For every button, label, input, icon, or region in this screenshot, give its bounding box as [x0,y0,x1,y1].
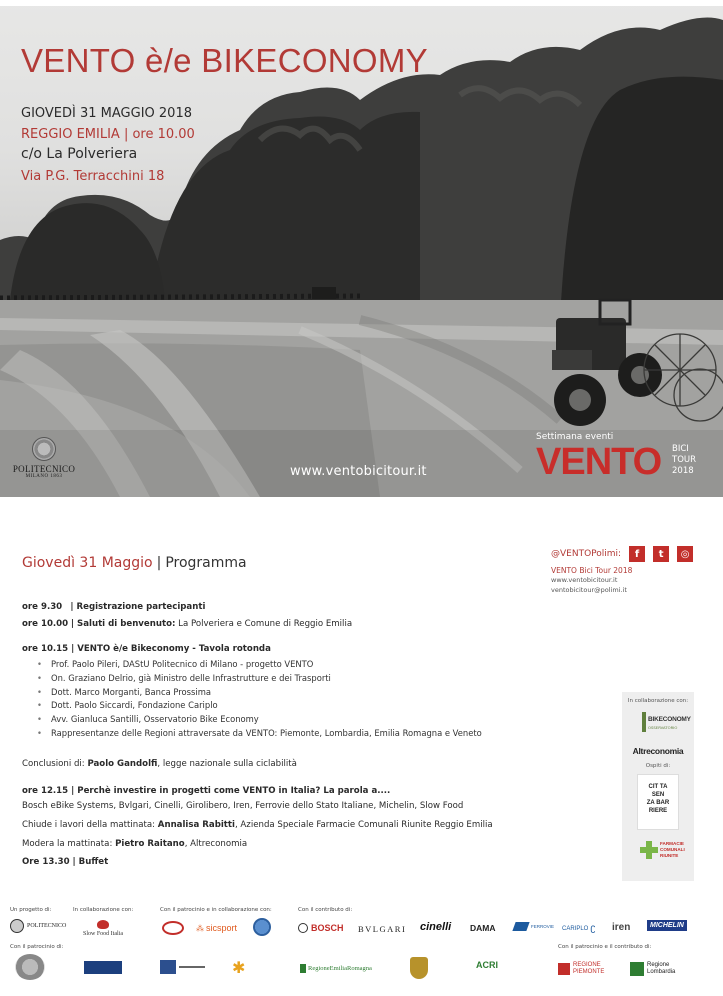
emilia-romagna-logo [300,964,372,973]
brand-tour-line2: TOUR [672,455,697,465]
speaker-item: • Dott. Marco Morganti, Banca Prossima [37,686,482,700]
speakers-list [37,658,482,741]
republic-seal-logo [15,954,45,980]
programme-row-roundtable: ore 10.15 | VENTO è/e Bikeconomy - Tavola rotonda [22,644,271,654]
emilia-romagna-name: RegioneEmiliaRomagna [308,965,372,972]
registration-time: ore 9.30 [22,602,63,612]
speaker-item: • Avv. Gianluca Santilli, Osservatorio Bike Economy [37,713,482,727]
programme-row-closing [22,818,493,832]
conclusions-name: Paolo Gandolfi [87,759,158,769]
politecnico-sponsor-logo [10,919,66,933]
welcome-text: La Polveriera e Comune di Reggio Emilia [178,619,353,629]
speaker-item: • Dott. Paolo Siccardi, Fondazione Cariplo [37,699,482,713]
caption-patronage-contrib: Con il patrocinio e il contributo di: [558,944,652,950]
instagram-icon[interactable]: ◎ [677,546,693,562]
iren-name: iren [612,922,631,933]
event-city-time: REGGIO EMILIA | ore 10.00 [21,127,195,142]
event-date: GIOVEDÌ 31 MAGGIO 2018 [21,106,192,121]
citta-line: CIT TA [648,784,668,790]
city-crest-logo [410,957,428,979]
social-website[interactable]: www.ventobicitour.it [551,576,618,584]
programme-heading [22,555,247,571]
farmacie-comunali-logo [640,840,690,862]
pharmacy-cross-icon [640,841,658,859]
welcome-label: | Saluti di benvenuto: [70,619,176,629]
politecnico-logo [12,437,76,479]
speaker-item: • Prof. Paolo Pileri, DAStU Politecnico di Milano - progetto VENTO [37,658,482,672]
ministry-logo-2 [160,960,205,974]
top-edge [0,0,723,6]
piemonte-name: REGIONE PIEMONTE [573,962,605,975]
bikeconomy-sub: OSSERVATORIO [648,725,678,730]
brand-tour [672,444,696,477]
citta-line: ZA BAR [646,800,670,806]
conclusions-label: Conclusioni di: [22,759,85,769]
globe-sponsor-logo [253,918,271,936]
programme-row-buffet: Ore 13.30 | Buffet [22,857,109,867]
bosch-name: BOSCH [311,923,344,933]
star-icon: ✱ [232,960,246,977]
slow-food-name: Slow Food Italia [83,931,123,937]
regione-lombardia-logo [630,962,675,976]
closing-name: Annalisa Rabitti [157,820,235,830]
iren-logo [612,922,630,933]
politecnico-seal-icon [10,919,24,933]
cariplo-mark-icon: ʗ [590,923,596,934]
patronage-logo-1 [162,921,184,935]
michelin-logo [647,920,687,931]
partners-panel [622,692,694,881]
ministry-logo-1 [84,961,122,974]
programme-title: Programma [165,555,247,571]
programme-row-invest: ore 12.15 | Perchè investire in progetti come VENTO in Italia? La parola a.... [22,786,391,796]
twitter-icon[interactable]: t [653,546,669,562]
politecnico-sponsor-name: POLITECNICO [27,923,67,929]
crest-icon [410,957,428,979]
brand-tour-line1: BICI [672,444,689,454]
programme-row-registration [22,600,205,614]
piemonte-shield-icon [558,963,570,975]
seal-icon [15,954,45,980]
ferrovie-name: FERROVIE [531,924,555,929]
social-handle: @VENTOPolimi: [551,549,622,559]
programme-row-companies: Bosch eBike Systems, Bvlgari, Cinelli, Girolibero, Iren, Ferrovie dello Stato Italiane, Michelin, Slow Food [22,801,464,811]
sicsport-name: sicsport [206,923,238,933]
programme-date: Giovedì 31 Maggio [22,555,153,571]
bulgari-logo [358,924,406,934]
cariplo-name: CARIPLO [562,925,589,932]
emilia-mark-icon [300,964,306,973]
brand-name: VENTO [536,441,662,483]
guests-caption: Ospiti di: [645,763,671,769]
caption-patronage: Con il patrocinio di: [10,944,64,950]
star-logo [232,958,245,978]
closing-label: Chiude i lavori della mattinata: [22,820,156,830]
speaker-item: • On. Graziano Delrio, già Ministro delle Infrastrutture e dei Trasporti [37,672,482,686]
acri-logo [476,960,498,970]
caption-collab: In collaborazione con: [73,907,134,913]
bikeconomy-logo [628,710,691,734]
fs-mark-icon [512,922,529,931]
facebook-icon[interactable]: f [629,546,645,562]
cinelli-name: cinelli [420,921,452,933]
closing-text: , Azienda Speciale Farmacie Comunali Riunite Reggio Emilia [234,820,493,830]
programme-separator: | [156,555,162,571]
sicsport-mark-icon: ⁂ [196,923,204,933]
social-block [551,544,711,595]
caption-project: Un progetto di: [10,907,52,913]
programme-row-moderator [22,837,247,851]
michelin-name: MICHELIN [647,920,687,931]
bulgari-name: BVLGARI [358,924,407,934]
politecnico-name: POLITECNICO [12,464,76,474]
bosch-logo [298,923,344,933]
altreconomia-logo: Altreconomia [632,746,684,756]
programme-row-conclusions [22,757,297,771]
lombardia-line2: Lombardia [647,969,676,975]
bosch-mark-icon [298,923,308,933]
hero-banner [0,0,723,497]
event-venue: c/o La Polveriera [21,146,138,162]
politecnico-subtitle: MILANO 1863 [25,474,63,479]
bikeconomy-name: BIKECONOMY [648,716,691,723]
farmacie-line: FARMACIE [660,841,684,846]
brand-week: Settimana eventi [536,432,614,442]
round-badge-icon [162,921,184,935]
ministry-emblem-icon [160,960,176,974]
social-email[interactable]: ventobicitour@polimi.it [551,586,627,594]
slow-food-logo [83,920,123,937]
politecnico-seal-icon [32,437,56,461]
welcome-time: ore 10.00 [22,619,69,629]
moderator-text: , Altreconomia [184,839,248,849]
programme-row-welcome [22,617,352,631]
regione-piemonte-logo [558,962,617,976]
citta-senza-barriere-logo [637,774,679,830]
brand-year: 2018 [672,466,694,476]
farmacie-line: COMUNALI [660,847,685,852]
snail-icon [97,920,109,929]
acri-name: ACRI [476,960,498,970]
lombardia-line1: Regione [647,962,670,968]
social-tour-name: VENTO Bici Tour 2018 [551,566,633,575]
cariplo-logo [562,923,595,934]
moderator-label: Modera la mattinata: [22,839,113,849]
moderator-name: Pietro Raitano [115,839,185,849]
dama-logo [470,923,496,933]
registration-text: | Registrazione partecipanti [70,602,206,612]
caption-patronage-collab: Con il patrocinio e in collaborazione con: [160,907,272,913]
citta-line: SEN [651,792,665,798]
globe-icon [253,918,271,936]
ferrovie-logo [514,922,554,931]
dama-name: DAMA [470,923,496,933]
event-address: Via P.G. Terracchini 18 [21,169,165,184]
ministry-emblem-icon [84,961,122,974]
vento-bici-tour-logo [536,428,716,490]
farmacie-text [660,841,685,859]
sicsport-logo [196,923,237,933]
bikeconomy-mark-icon [642,712,646,732]
ministry-text-line [179,966,205,968]
caption-contrib: Con il contributo di: [298,907,353,913]
lombardia-rose-icon [630,962,644,976]
citta-line: RIERE [648,808,668,814]
event-title: VENTO è/e BIKECONOMY [21,42,428,79]
speaker-item: • Rappresentanze delle Regioni attraversate da VENTO: Piemonte, Lombardia, Emilia Romagna e Veneto [37,727,482,741]
farmacie-line: RIUNITE [660,853,679,858]
cinelli-logo [420,921,451,933]
website-link[interactable]: www.ventobicitour.it [290,464,427,479]
partners-collab-caption: In collaborazione con: [627,698,689,704]
conclusions-text: , legge nazionale sulla ciclabilità [157,759,297,769]
